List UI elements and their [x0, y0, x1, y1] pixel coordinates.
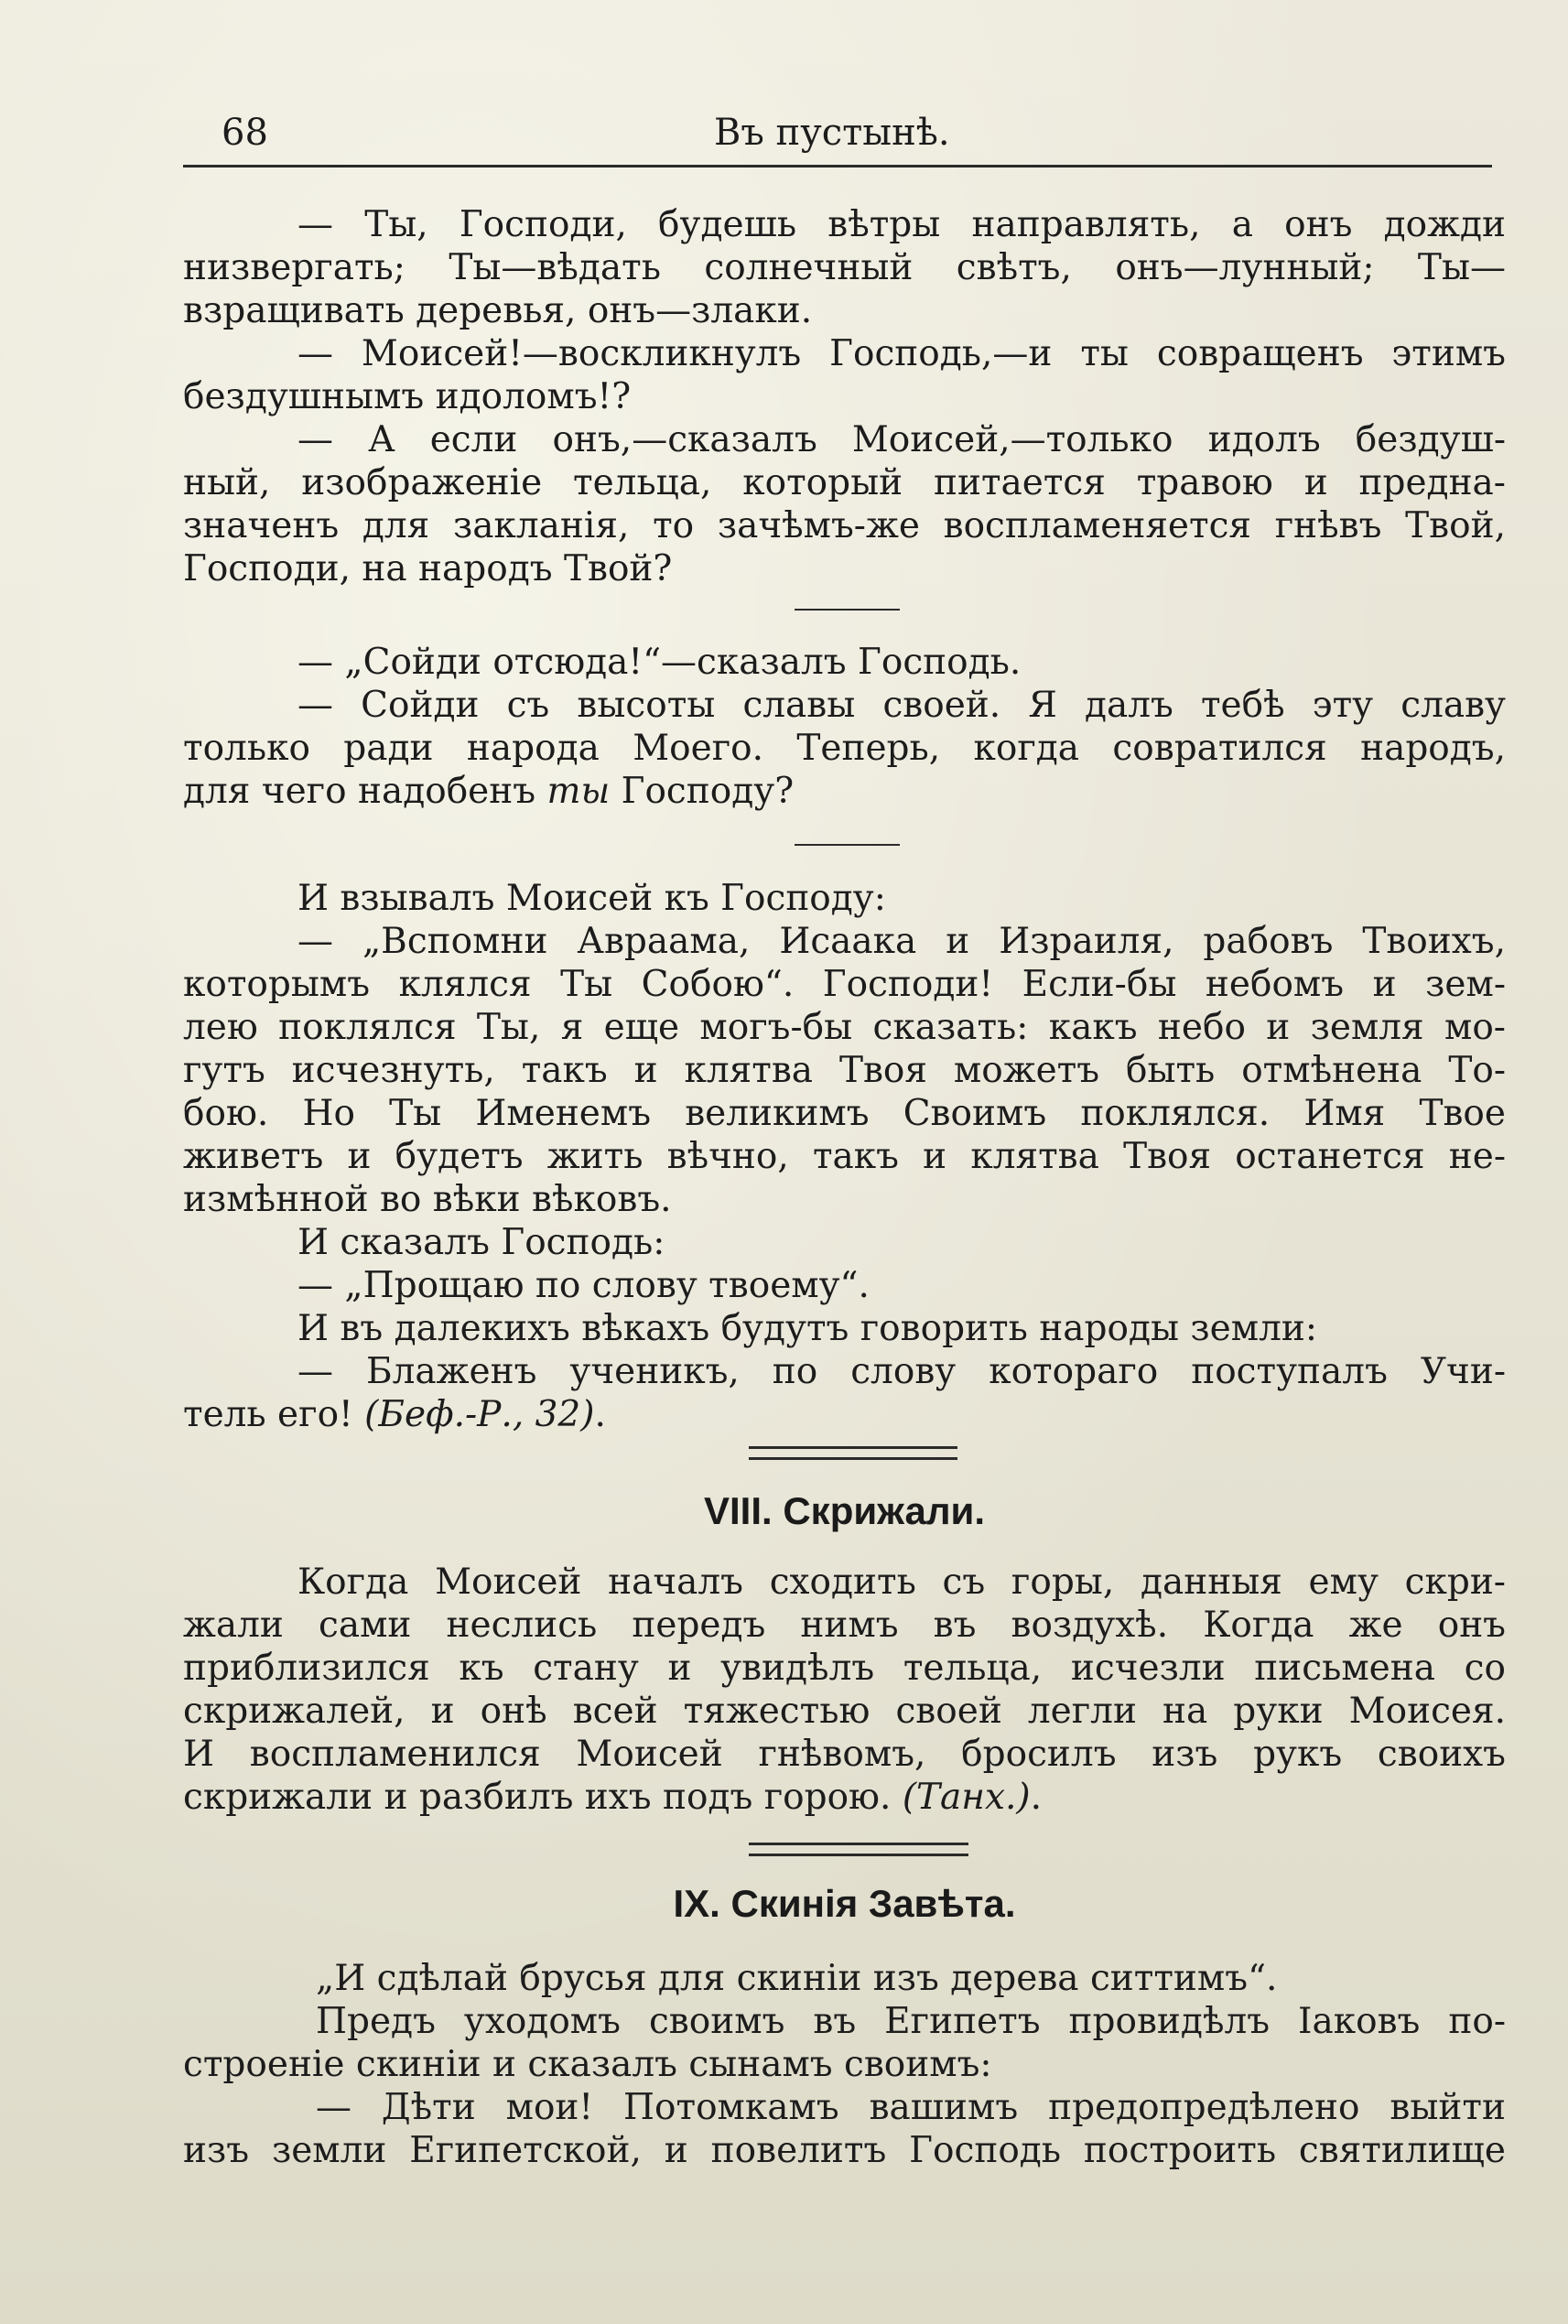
text-line: И сказалъ Господь:	[297, 1222, 665, 1263]
text-line: И въ далекихъ вѣкахъ будутъ говорить народы земли:	[297, 1308, 1317, 1349]
text-line: — Моисей!—воскликнулъ Господь,—и ты совращенъ этимъ	[297, 333, 1506, 374]
text-line	[183, 1776, 1506, 1819]
separator-rule	[795, 609, 900, 611]
citation: (Беф.-Р., 32)	[364, 1394, 595, 1435]
section-8-body	[183, 1561, 1506, 1819]
text-run: скрижали и разбилъ ихъ подъ горою.	[183, 1777, 903, 1818]
text-run: Господу?	[610, 771, 795, 812]
text-line: приблизился къ стану и увидѣлъ тельца, исчезли письмена со	[183, 1648, 1506, 1689]
section-9-body	[183, 1957, 1506, 2172]
text-run: для чего надобенъ	[183, 771, 547, 812]
text-line: Когда Моисей началъ сходить съ горы, данныя ему скри-	[297, 1562, 1506, 1603]
italic-word: ты	[546, 771, 611, 812]
section-title-9: IX. Скинія Завѣта.	[673, 1882, 1016, 1925]
text-line: И воспламенился Моисей гнѣвомъ, бросилъ изъ рукъ своихъ	[183, 1734, 1506, 1775]
text-line: жали сами неслись передъ нимъ въ воздухѣ. Когда же онъ	[183, 1605, 1506, 1646]
header-rule	[183, 165, 1492, 168]
text-line: Предъ уходомъ своимъ въ Египетъ провидѣлъ Іаковъ по-	[316, 2001, 1506, 2042]
text-line: живетъ и будетъ жить вѣчно, такъ и клятва Твоя останется не-	[183, 1136, 1506, 1177]
section-divider	[749, 1843, 968, 1856]
text-line: — „Сойди отсюда!“—сказалъ Господь.	[297, 642, 1022, 683]
section-divider	[749, 1446, 957, 1460]
text-line: только ради народа Моего. Теперь, когда совратился народъ,	[183, 728, 1506, 769]
text-line: ный, изображеніе тельца, который питается травою и предна-	[183, 462, 1506, 503]
text-line: гутъ исчезнуть, такъ и клятва Твоя можетъ быть отмѣнена То-	[183, 1050, 1506, 1091]
text-line: бою. Но Ты Именемъ великимъ Своимъ поклялся. Имя Твое	[183, 1093, 1506, 1134]
text-run: тель его!	[183, 1394, 365, 1435]
text-line: измѣнной во вѣки вѣковъ.	[183, 1179, 672, 1220]
text-run: .	[1030, 1777, 1042, 1818]
text-line: — „Прощаю по слову твоему“.	[297, 1265, 870, 1306]
text-line: — А если онъ,—сказалъ Моисей,—только идолъ бездуш-	[297, 419, 1506, 460]
text-line: И взывалъ Моисей къ Господу:	[297, 878, 886, 919]
page-header	[183, 112, 1487, 157]
text-line: значенъ для закланія, то зачѣмъ-же воспламеняется гнѣвъ Твой,	[183, 505, 1506, 546]
text-line: — Ты, Господи, будешь вѣтры направлять, а онъ дожди	[297, 204, 1506, 245]
text-line: Господи, на народъ Твой?	[183, 548, 673, 589]
text-line: которымъ клялся Ты Собою“. Господи! Если-бы небомъ и зем-	[183, 964, 1506, 1005]
text-line: „И сдѣлай брусья для скиніи изъ дерева ситтимъ“.	[316, 1958, 1278, 1999]
text-line: взращивать деревья, онъ—злаки.	[183, 290, 813, 331]
text-line: строеніе скиніи и сказалъ сынамъ своимъ:	[183, 2044, 992, 2085]
text-line: лею поклялся Ты, я еще могъ-бы сказать: какъ небо и земля мо-	[183, 1007, 1506, 1048]
citation: (Танх.)	[902, 1777, 1031, 1818]
text-line: низвергать; Ты—вѣдать солнечный свѣтъ, онъ—лунный; Ты—	[183, 247, 1506, 288]
dialogue-block-2	[183, 641, 1506, 813]
text-line: бездушнымъ идоломъ!?	[183, 376, 632, 417]
text-line: скрижалей, и онѣ всей тяжестью своей легли на руки Моисея.	[183, 1691, 1506, 1732]
text-line: изъ земли Египетской, и повелитъ Господь построить святилище	[183, 2130, 1506, 2171]
text-line	[183, 770, 1506, 813]
text-line: — Блаженъ ученикъ, по слову котораго поступалъ Учи-	[297, 1351, 1506, 1392]
dialogue-block-1	[183, 203, 1506, 590]
text-run: .	[594, 1394, 606, 1435]
section-title-8: VIII. Скрижали.	[703, 1489, 985, 1532]
text-line: — „Вспомни Авраама, Исаака и Израиля, рабовъ Твоихъ,	[297, 921, 1506, 962]
text-line: — Сойди съ высоты славы своей. Я далъ тебѣ эту славу	[297, 685, 1506, 726]
separator-rule	[795, 844, 900, 846]
running-title: Въ пустынѣ.	[714, 112, 950, 154]
page-number: 68	[222, 112, 268, 154]
text-line: — Дѣти мои! Потомкамъ вашимъ предопредѣлено выйти	[316, 2087, 1506, 2128]
text-line	[183, 1393, 1506, 1436]
dialogue-block-3	[183, 877, 1506, 1436]
